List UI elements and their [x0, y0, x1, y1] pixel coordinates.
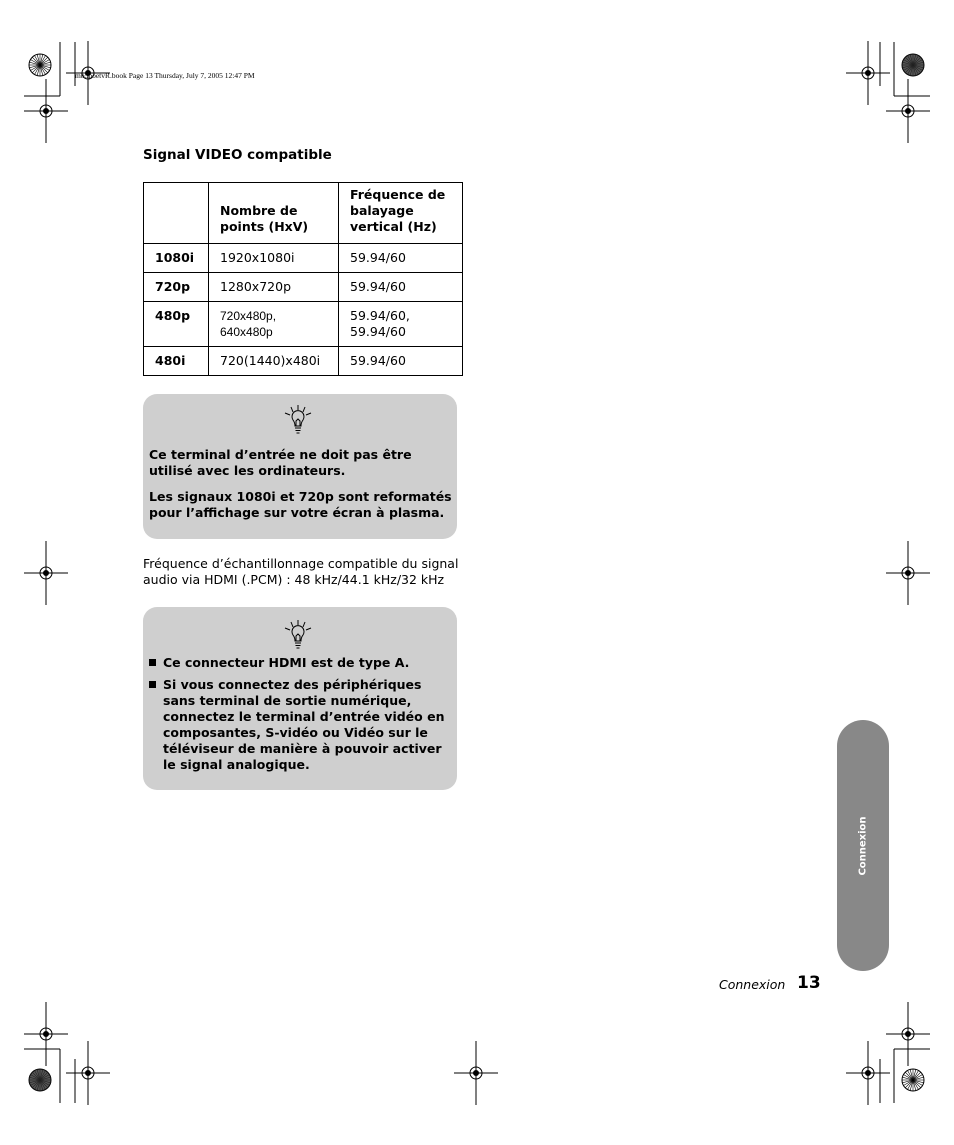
section-title: Signal VIDEO compatible	[143, 147, 332, 163]
audio-frequency-text: Fréquence d’échantillonnage compatible du signal audio via HDMI (.PCM) : 48 kHz/44.1 kHz/32 kHz	[143, 556, 459, 587]
table-header-cell: Nombre de points (HxV)	[209, 183, 339, 244]
crosshair-mark-icon	[66, 1041, 110, 1105]
bullet-square-icon	[149, 659, 156, 666]
side-tab	[837, 720, 889, 971]
frequency-line: 59.94/60	[350, 324, 406, 339]
format-cell: 1080i	[144, 244, 209, 273]
crosshair-mark-icon	[24, 1002, 68, 1066]
note-box	[143, 607, 457, 790]
starburst-mark-icon	[902, 1069, 924, 1091]
table-row	[144, 244, 463, 273]
crosshair-mark-icon	[846, 41, 890, 105]
table-row	[144, 347, 463, 376]
points-cell	[209, 302, 339, 347]
footer-section-name: Connexion	[719, 977, 786, 992]
crosshair-mark-icon	[454, 1041, 498, 1105]
frequency-cell: 59.94/60	[339, 244, 463, 273]
video-signal-table	[143, 182, 463, 376]
note-text: Ce connecteur HDMI est de type A.	[163, 655, 410, 670]
frequency-cell: 59.94/60	[339, 273, 463, 302]
note-text: Si vous connectez des périphériques sans terminal de sortie numérique, connectez le terminal d’entrée vidéo en composantes, S-vidéo ou Vidéo sur le téléviseur de manière à pouvoir activer le signal analogique.	[163, 677, 445, 772]
points-line: 640x480p	[220, 325, 273, 339]
crosshair-mark-icon	[24, 79, 68, 143]
file-info-header: mb5poetvR.book Page 13 Thursday, July 7, 2005 12:47 PM	[75, 71, 255, 80]
format-cell: 480i	[144, 347, 209, 376]
points-cell: 720(1440)x480i	[209, 347, 339, 376]
table-row	[144, 302, 463, 347]
frequency-line: 59.94/60,	[350, 308, 410, 323]
crosshair-mark-icon	[24, 541, 68, 605]
points-cell: 1920x1080i	[209, 244, 339, 273]
side-tab-label: Connexion	[857, 815, 869, 876]
crosshair-mark-icon	[886, 79, 930, 143]
format-cell: 480p	[144, 302, 209, 347]
points-line: 720x480p,	[220, 309, 277, 323]
starburst-mark-icon	[902, 54, 924, 76]
note-text: Ce terminal d’entrée ne doit pas être utilisé avec les ordinateurs.	[149, 447, 412, 478]
lightbulb-icon	[283, 619, 313, 653]
table-row	[144, 273, 463, 302]
starburst-mark-icon	[29, 54, 51, 76]
list-item	[149, 655, 455, 671]
crosshair-mark-icon	[886, 1002, 930, 1066]
format-cell: 720p	[144, 273, 209, 302]
starburst-mark-icon	[29, 1069, 51, 1091]
table-header-cell: Fréquence de balayage vertical (Hz)	[339, 183, 463, 244]
bullet-square-icon	[149, 681, 156, 688]
lightbulb-icon	[283, 404, 313, 438]
table-header-cell	[144, 183, 209, 244]
frequency-cell	[339, 302, 463, 347]
table-header-row	[144, 183, 463, 244]
crosshair-mark-icon	[886, 541, 930, 605]
frequency-cell: 59.94/60	[339, 347, 463, 376]
points-cell: 1280x720p	[209, 273, 339, 302]
note-text: Les signaux 1080i et 720p sont reformatés pour l’affichage sur votre écran à plasma.	[149, 489, 452, 520]
list-item	[149, 677, 455, 773]
page-number: 13	[797, 973, 821, 993]
note-box	[143, 394, 457, 539]
crosshair-mark-icon	[846, 1041, 890, 1105]
